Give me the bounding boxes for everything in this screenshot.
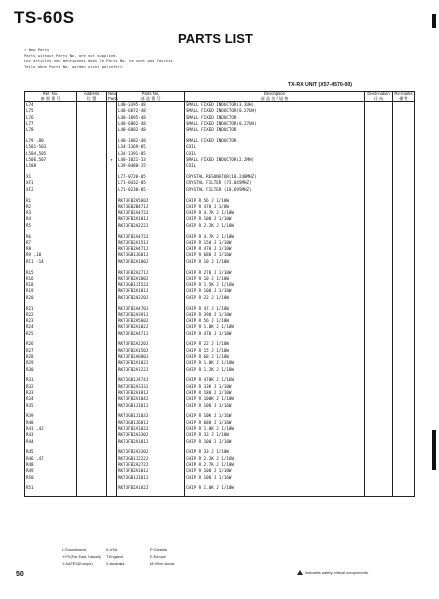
cell-ref: R39	[25, 413, 77, 419]
model-number: TS-60S	[14, 8, 75, 27]
cell-parts: RK73GB1J101J	[117, 403, 185, 409]
cell-desc: CHIP R 1.0K J 1/10W	[185, 426, 365, 432]
cell-parts: RK73FB2A391J	[117, 312, 185, 318]
parts-table-body	[25, 102, 415, 497]
cell-desc: COIL	[185, 144, 365, 150]
cell-desc: SMALL FIXED INDUCTOR	[185, 138, 365, 144]
cell-desc: CHIP R 15 J 1/10W	[185, 348, 365, 354]
cell-parts: RK73GB1J222J	[117, 456, 185, 462]
cell-desc: CHIP R 56 J 1/10W	[185, 198, 365, 204]
cell-parts: RK73GB1J474J	[117, 377, 185, 383]
cell-parts: RK73FB2A102J	[117, 485, 185, 491]
col-ref: Ref. No. 参 照 番 号	[25, 92, 77, 102]
cell-ref: R19	[25, 288, 77, 294]
cell-new	[107, 102, 117, 109]
cell-desc: CHIP R 33 J 1/10W	[185, 432, 365, 438]
cell-ref: R51	[25, 485, 77, 491]
cell-parts: RK73FB2A102J	[117, 426, 185, 432]
legend-row	[62, 547, 194, 554]
cell-desc: CHIP R 150 J 1/10W	[185, 240, 365, 246]
safety-note	[297, 570, 369, 575]
note-line: Les articles non mentionnes dans le Parts No. ne sont pas fournis.	[24, 58, 175, 64]
table-row	[25, 102, 415, 109]
cell-ref: R18	[25, 282, 77, 288]
cell-parts: RK73FB2A472J	[117, 234, 185, 240]
cell-parts: L71-0432-05	[117, 180, 185, 186]
cell-parts	[117, 492, 185, 497]
cell-ref: L504,505	[25, 151, 77, 157]
cell-new	[107, 492, 117, 497]
cell-ref: L76	[25, 115, 77, 121]
cell-desc: CHIP R 1.0K J 1/10W	[185, 360, 365, 366]
cell-ref: R15	[25, 270, 77, 276]
cell-ref: R7	[25, 240, 77, 246]
page-title: PARTS LIST	[178, 31, 253, 46]
cell-parts: RK73FB2A101J	[117, 288, 185, 294]
cell-desc: COIL	[185, 163, 365, 169]
cell-desc: CHIP R 470 J 1/8W	[185, 204, 365, 210]
col-new: New Parts	[108, 91, 118, 101]
note-line: Parts without Parts No. are not supplied.	[24, 52, 118, 58]
cell-parts: RK73FB2A104J	[117, 396, 185, 402]
cell-parts: RK73FB2A150J	[117, 348, 185, 354]
cell-desc: CHIP R 100 J 1/10W	[185, 216, 365, 222]
legend-item: X:Australia	[106, 562, 125, 566]
cell-ref: XF2	[25, 187, 77, 193]
cell-parts: RK73FB2A220J	[117, 341, 185, 347]
note-line: Teile ohne Parts No. werden nicht geliefert.	[24, 63, 125, 69]
cell-desc: CHIP R 2.2K J 1/10W	[185, 223, 365, 229]
cell-desc: CHIP R 470K J 1/16W	[185, 377, 365, 383]
col-description: Description 部 品 名 / 規 格	[185, 92, 365, 102]
cell-parts: RK73FB2A122J	[117, 367, 185, 373]
cell-ref: R30	[25, 367, 77, 373]
destination-legend	[62, 547, 194, 568]
cell-ref: L74	[25, 102, 77, 109]
cell-parts: L40-1021-33	[117, 157, 185, 163]
cell-desc: CHIP R 33K J 1/10W	[185, 384, 365, 390]
cell-ref: L75	[25, 108, 77, 114]
cell-parts: RK73FB2A101J	[117, 216, 185, 222]
cell-parts: L40-3395-48	[117, 102, 185, 109]
cell-ref: L79 ,80	[25, 138, 77, 144]
cell-address	[77, 102, 107, 109]
cell-desc: CHIP R 2.7K J 1/10W	[185, 462, 365, 468]
cell-ref: R33	[25, 390, 77, 396]
cell-parts: RK73FB2A181J	[117, 390, 185, 396]
cell-desc: CHIP R 470 J 1/10W	[185, 331, 365, 337]
legend-row	[62, 554, 194, 561]
cell-desc: CHIP R 100K J 1/10W	[185, 396, 365, 402]
cell-ref: R32	[25, 384, 77, 390]
page-number: 50	[16, 571, 24, 578]
cell-desc: CHIP R 100 J 1/10W	[185, 439, 365, 445]
cell-desc: SMALL FIXED INDUCTOR(0.27UH)	[185, 121, 365, 127]
cell-ref: R4	[25, 216, 77, 222]
cell-desc: SMALL FIXED INDUCTOR(3.3UH)	[185, 102, 365, 109]
cell-desc: CHIP R 68 J 1/10W	[185, 354, 365, 360]
cell-ref: R41 ,42	[25, 426, 77, 432]
cell-new: ✦	[107, 157, 117, 163]
note-line: ✦ New Parts	[24, 47, 50, 52]
cell-desc	[185, 492, 365, 497]
cell-desc: CHIP R 100 J 1/10W	[185, 288, 365, 294]
cell-parts: RK73GB1J681J	[117, 420, 185, 426]
cell-parts: L40-1082-48	[117, 138, 185, 144]
cell-parts: RK73FB2A222J	[117, 223, 185, 229]
legend-row	[62, 561, 194, 568]
legend-item: P:Canada	[150, 548, 167, 552]
cell-desc: CHIP R 10 J 1/10W	[185, 259, 365, 265]
parts-table	[24, 91, 415, 497]
cell-parts: RK73FB2A272J	[117, 462, 185, 468]
cell-parts: L77-0720-05	[117, 174, 185, 180]
cell-parts: RK73FB2A471J	[117, 331, 185, 337]
cell-parts: RK73FB2A101J	[117, 468, 185, 474]
col-parts-no: Parts No. 部 品 番 号	[117, 92, 185, 102]
cell-desc: CHIP R 22 J 1/10W	[185, 341, 365, 347]
cell-parts: RK73FB2A101J	[117, 439, 185, 445]
cell-address	[77, 492, 107, 497]
legend-item: L:Scandinavia	[62, 548, 86, 552]
cell-desc: CHIP R 1.5K J 1/16W	[185, 282, 365, 288]
legend-item: K:USA	[106, 548, 118, 552]
warning-triangle-icon	[297, 570, 303, 575]
cell-parts: RK73GB1J103J	[117, 413, 185, 419]
margin-tab-mark	[432, 430, 436, 470]
cell-parts: RK73FB2A220J	[117, 295, 185, 301]
cell-desc: CHIP R 4.7K J 1/10W	[185, 234, 365, 240]
cell-desc: CRYSTAL FILTER (10.695MHZ)	[185, 187, 365, 193]
cell-parts: RK73FB2A560J	[117, 318, 185, 324]
cell-desc: SMALL FIXED INDUCTOR(2.2MH)	[185, 157, 365, 163]
cell-desc: CHIP R 680 J 1/16W	[185, 252, 365, 258]
cell-desc: CHIP R 270 J 1/10W	[185, 270, 365, 276]
cell-parts: L40-6872-48	[117, 108, 185, 114]
col-address: Address 位 置	[77, 92, 107, 102]
cell-remarks	[393, 492, 415, 497]
cell-parts: RK73GB1J101J	[117, 475, 185, 481]
cell-dest	[365, 492, 393, 497]
cell-ref: R43	[25, 432, 77, 438]
cell-parts: RK73FB2A471J	[117, 246, 185, 252]
cell-desc: CHIP R 4.7K J 1/10W	[185, 210, 365, 216]
cell-dest	[365, 102, 393, 109]
cell-desc: CRYSTAL FILTER (73.045MHZ)	[185, 180, 365, 186]
cell-parts: RK73FB2A330J	[117, 449, 185, 455]
cell-parts: RK73FB2A100J	[117, 259, 185, 265]
cell-remarks	[393, 102, 415, 109]
cell-parts: L71-0230-05	[117, 187, 185, 193]
table-header-row	[25, 92, 415, 102]
cell-desc: CHIP R 10 J 1/10W	[185, 276, 365, 282]
cell-desc: CHIP R 1.2K J 1/10W	[185, 367, 365, 373]
cell-parts: RK73FB2A271J	[117, 270, 185, 276]
cell-ref: X1	[25, 174, 77, 180]
cell-parts: RK73FB2A333J	[117, 384, 185, 390]
cell-ref: R3	[25, 210, 77, 216]
cell-parts: RK73FB2A680J	[117, 354, 185, 360]
cell-parts: RK73FB2A472J	[117, 210, 185, 216]
cell-ref: L78	[25, 127, 77, 133]
col-remarks: Re-marks 備考	[394, 91, 413, 101]
cell-parts: L39-0480-15	[117, 163, 185, 169]
notes-block	[24, 47, 175, 69]
cell-parts: L34-1391-05	[117, 151, 185, 157]
cell-ref: R8	[25, 246, 77, 252]
cell-ref: R27	[25, 348, 77, 354]
cell-ref: R11 -14	[25, 259, 77, 265]
cell-ref: R45	[25, 449, 77, 455]
cell-ref: R44	[25, 439, 77, 445]
cell-desc: CHIP R 2.2K J 1/16W	[185, 456, 365, 462]
cell-ref: R6	[25, 234, 77, 240]
cell-ref: XF1	[25, 180, 77, 186]
cell-parts: L34-1369-05	[117, 144, 185, 150]
cell-parts: RK73FB2A102J	[117, 360, 185, 366]
cell-desc: SMALL FIXED INDUCTOR(0.27UH)	[185, 108, 365, 114]
cell-ref: R9 ,10	[25, 252, 77, 258]
cell-parts: L40-6882-48	[117, 127, 185, 133]
cell-desc: CHIP R 33 J 1/10W	[185, 449, 365, 455]
cell-parts: RK73FB2A151J	[117, 240, 185, 246]
cell-desc: CHIP R 10K J 1/16W	[185, 413, 365, 419]
cell-parts: L40-6882-48	[117, 121, 185, 127]
table-spacer-row	[25, 492, 415, 497]
cell-ref: R16	[25, 276, 77, 282]
cell-ref: R2	[25, 204, 77, 210]
cell-desc: CHIP R 100 J 1/10W	[185, 468, 365, 474]
margin-tab-mark	[432, 14, 436, 28]
cell-parts: L40-1095-48	[117, 115, 185, 121]
cell-ref: R46 ,47	[25, 456, 77, 462]
cell-desc: CHIP R 100 J 1/16W	[185, 475, 365, 481]
cell-desc: CHIP R 680 J 1/16W	[185, 420, 365, 426]
cell-parts: RK73FB2A100J	[117, 276, 185, 282]
cell-ref: L501-503	[25, 144, 77, 150]
cell-parts: RK73GB1J681J	[117, 252, 185, 258]
cell-ref	[25, 492, 77, 497]
cell-ref: R22	[25, 312, 77, 318]
cell-ref: R29	[25, 360, 77, 366]
cell-desc: CHIP R 56 J 1/10W	[185, 318, 365, 324]
safety-note-text: indicates safety critical components.	[305, 570, 370, 575]
cell-ref: R21	[25, 306, 77, 312]
cell-ref: L77	[25, 121, 77, 127]
cell-desc: CHIP R 180 J 1/10W	[185, 390, 365, 396]
cell-ref: R40	[25, 420, 77, 426]
cell-ref: R24	[25, 324, 77, 330]
cell-desc: SMALL FIXED INDUCTOR	[185, 115, 365, 121]
cell-parts: RK73FB2A330J	[117, 432, 185, 438]
cell-ref: R49	[25, 468, 77, 474]
cell-parts: RK73FB2A560J	[117, 198, 185, 204]
cell-desc: CHIP R 1.0K J 1/10W	[185, 324, 365, 330]
cell-ref: R26	[25, 341, 77, 347]
cell-desc: CHIP R 47 J 1/10W	[185, 306, 365, 312]
cell-desc: SMALL FIXED INDUCTOR	[185, 127, 365, 133]
col-destination: Desti-nation 仕 向	[365, 92, 393, 102]
cell-ref: R20	[25, 295, 77, 301]
cell-desc: CHIP R 22 J 1/10W	[185, 295, 365, 301]
cell-ref: R28	[25, 354, 77, 360]
cell-parts: RK73GB1J152J	[117, 282, 185, 288]
cell-ref: R25	[25, 331, 77, 337]
cell-desc: CHIP R 100 J 1/16W	[185, 403, 365, 409]
cell-ref: R23	[25, 318, 77, 324]
cell-desc: CRYSTAL RESONATOR(10.240MHZ)	[185, 174, 365, 180]
cell-parts: RK73FB2A102J	[117, 324, 185, 330]
legend-item: E:Europe	[150, 555, 166, 559]
cell-ref: R1	[25, 198, 77, 204]
legend-item: Y:PX(Far East, Hawaii)	[62, 555, 101, 559]
cell-ref: R48	[25, 462, 77, 468]
unit-label: TX-RX UNIT (X57-4570-00)	[288, 82, 352, 88]
cell-desc: COIL	[185, 151, 365, 157]
cell-ref: L508	[25, 163, 77, 169]
cell-parts: RK73FB2A470J	[117, 306, 185, 312]
cell-ref: R35	[25, 403, 77, 409]
cell-ref: R5	[25, 223, 77, 229]
legend-item: M:Other Areas	[150, 562, 175, 566]
cell-ref: R50	[25, 475, 77, 481]
cell-ref: R31	[25, 377, 77, 383]
cell-desc: CHIP R 1.0K J 1/10W	[185, 485, 365, 491]
cell-ref: R34	[25, 396, 77, 402]
cell-desc: CHIP R 390 J 1/10W	[185, 312, 365, 318]
legend-item: T:England	[106, 555, 123, 559]
cell-desc: CHIP R 470 J 1/10W	[185, 246, 365, 252]
cell-parts: RK73EB2B471J	[117, 204, 185, 210]
legend-item: Y:AAFES(Europe)	[62, 562, 93, 566]
cell-ref: L506,507	[25, 157, 77, 163]
